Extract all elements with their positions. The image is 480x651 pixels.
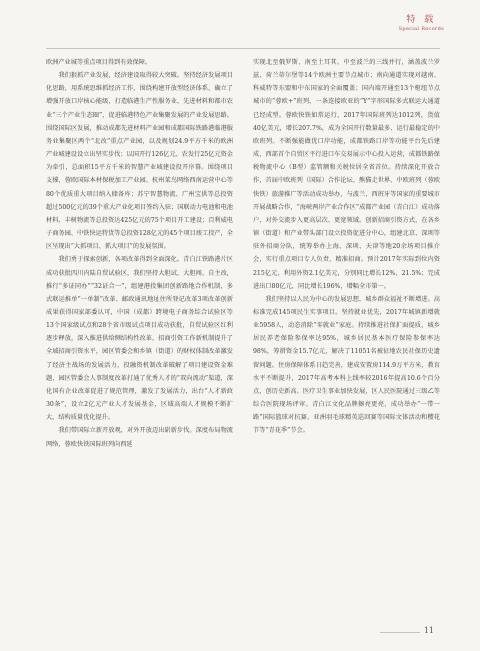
header-divider [46,48,440,49]
right-text-column [253,56,440,438]
footer-divider [380,632,420,633]
page-number: 11 [423,626,434,635]
paragraph: 我们狠抓产业发展，经济建设取得较大突破。坚持经济发展项目化思路，用系统思维抓经济工作，围绕构建开放型经济体系，确立了增强开放口岸核心能级，打造临港生产性服务业、先进材料和都市农业“三个产业生态圈”，促进临港特色产业集聚发展的产业发展思路。围绕国际区发展，推动成都先进材料产业园和成都国际铁路港临港服务业集聚区两个“北改”重点产业园，以及规划24.9平方千米的欧洲产业城建设设立出坚实步伐；以国开行126亿元、农发行25亿元资金为牵引，总面积15平方千米的智慧产业城建设投开序幕。围绕项目支撑，蓉欧国际本材保税加工产业园、杭州菜鸟网络西南运营中心等80个优质重大项目纳入储备库；苏宁智慧物流、广州宝供等总投资超过500亿元的39个重大产业化项目签约入驻；国联动力电池和电池材料、丰树物流等总投资达425亿元的75个项目开工建设；百利威电子商务园、中铁快运特货等总投资128亿元的45个项目竣工投产，全区呈现出“大抓项目、抓大项目”的发展氛围。 [46,72,233,251]
section-header [399,12,444,32]
section-subtitle: Special Records [398,26,444,32]
left-text-column [46,56,233,451]
paragraph: 我们坚持以人民为中心的发展思想，城乡群众福祉不断增进。高标准完成145项民生实事项目。坚持就业优先，2017年城镇新增就业5958人，动态消除“零就业”家庭。持续推进社保扩面提质，城乡居民养老保险参保率达95%，城乡居民基本医疗保险参保率达98%，筹措资金15.7亿元，解决了11051名被征地农民社保历史遗留问题。住房保障体系日趋完善，建成安置房114.9万平方米，教育水平不断提升，2017年高考本科上线率较2016年提高10.6个百分点，创历史新高。医疗卫生事业加快发展，区人民医院通过三级乙等综合医院现场评审。青白江文化品牌擦亮更亮，成功举办“一带一路”国际篮球对抗赛、亚洲羽毛球精英巡回赛等国际文体活动和樱花节等“青花季”节会。 [253,295,440,435]
paragraph: 实现北至俄罗斯、南至土耳其、中至波兰的三线并行，涵盖波兰罗兹、荷兰蒂尔堡等14个欧洲主要节点城市；南向通道实现对越南、科威特等东盟和中东国家的全面覆盖；国内端开通至13个枢纽节点城市的“蓉欧+”班列，一条连接欧亚的“Y”字形国际多式联运大通道已经成型。蓉欧快铁如常运行，2017年国际班列达1012列，货值40亿美元，增长207.7%，成为全国开行数量最多、运行最稳定的中欧班列。不断强能做优口岸功能，成都铁路口岸等功能平台先后建成，西部首个自贸区平行进口车交易展示中心投入运营，成都铁路保税物流中心（B型）监管额和关税位居全省首位。持续深化开放合作，首届中欧班列（国际）合作论坛、熊猫走世界、中欧班列（蓉欧快铁）旅游推广等活动成功举办，与波兰、西班牙等国家的重要城市开展战略合作，“海峡两岸产业合作区”成都产业园（青白江）成功落户，对外交流步入更高层次、更宽领域。创新招商引资方式，在各乡镇（街道）和产业带头部门设立投资促进分中心，组建北京、深圳等驻外招商分队，统筹举办上海、深圳、天津等地20余场项目推介会，实行重点项目专人负责、精准招商。预计2017年实际到位内资215亿元、利用外资2.1亿美元，分别同比增长12%、21.5%；完成进出口80亿元，同比增长196%，增幅全市第一。 [253,59,440,290]
paragraph: 我们带国际立新开放观，对外开放迈出崭新步伐。深度布局物流网络，蓉欧快铁国际班列向西延 [46,427,233,448]
section-title: 特 载 [406,15,437,25]
paragraph: 欧洲产业城等重点项目得到有效保障。 [46,59,152,66]
paragraph: 我们勇于探索创新，各项改革得到全面深化。青白江铁路港片区成功获批四川内陆自贸试验区，我们坚持大胆试、大胆闯、自主改，推行“多证同办”“32证合一”，组建港投集团创新路地合作机制，多式联运推单“一单制”改革、邮政通讯地址住所登记改革3项改革创新成果获得国家部委认可，中国（成都）跨境电子商务综合试验区等13个国家级试点和28个省市级试点项目成功获批，自贸试验区红利逐步释放，深入推进供给侧结构性改革，招商引资工作新机制提升了全域招商引资水平，园区管委会和乡镇（街道）的财权体制改革激发了经济主战场的发展活力，投融资机制改革破解了项目建设资金难题，园区管委会人事制度改革打通了优秀人才的“双向流动”渠道，深化国有企业改革促进了规范管理，激发了发展活力，出台“人才新政30条”，设立2亿元产业人才发展基金，区域高端人才规模不断扩大，结构质量优化提升。 [46,256,233,422]
